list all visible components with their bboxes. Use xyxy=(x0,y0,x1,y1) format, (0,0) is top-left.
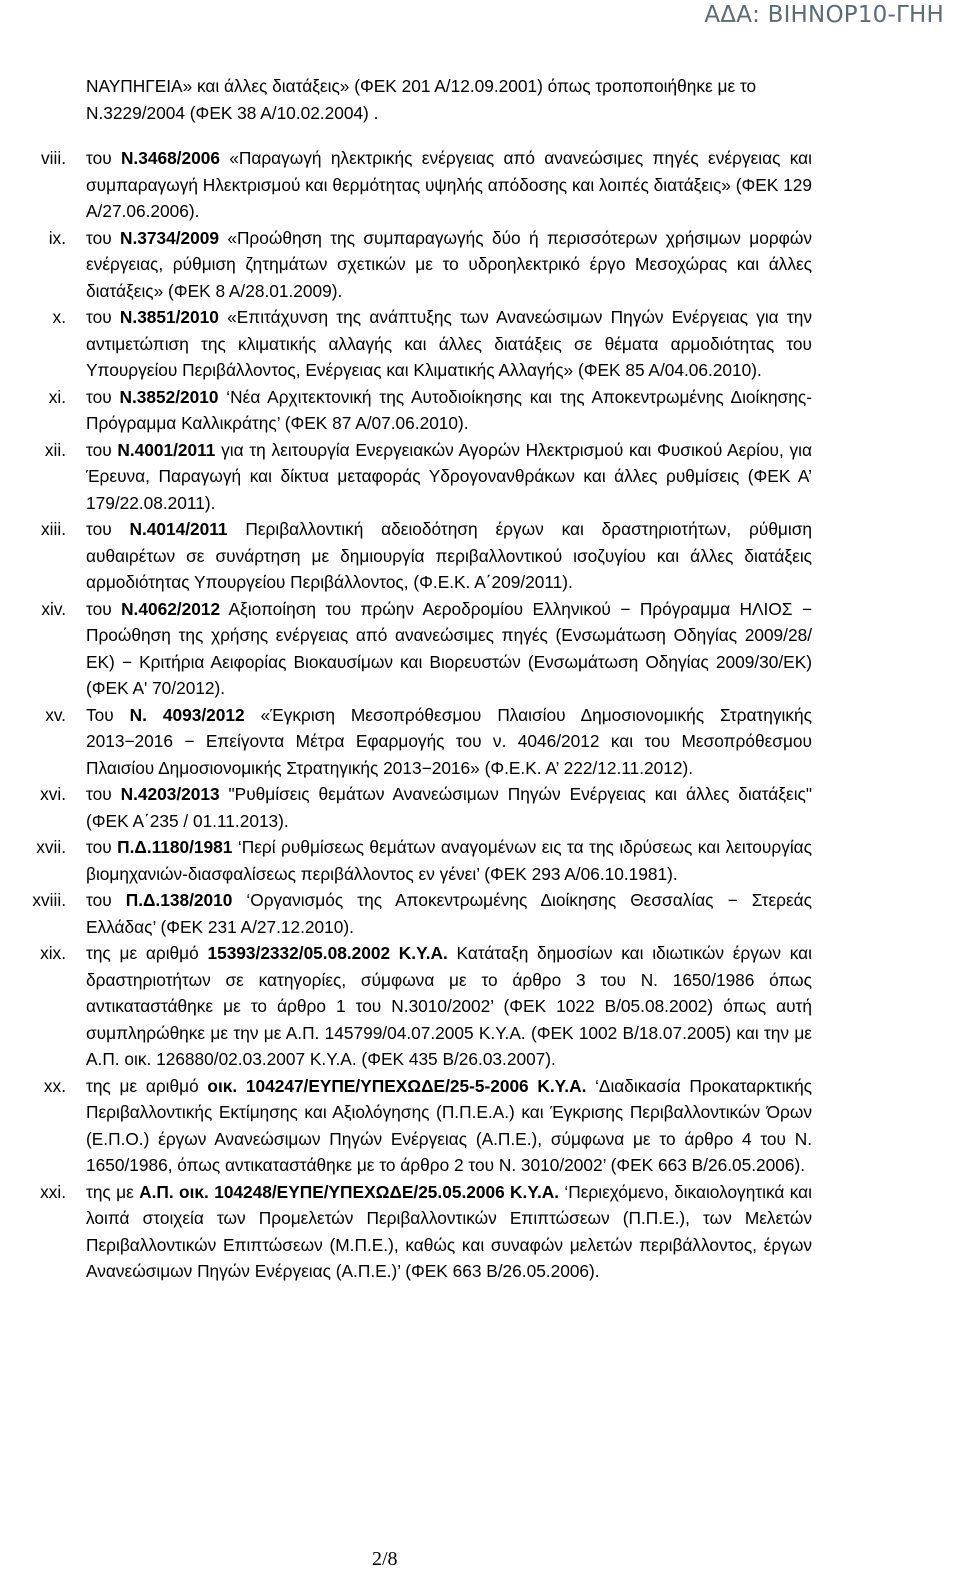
item-number: xxi. xyxy=(40,1181,66,1202)
item-description: ‘Περί ρυθμίσεως θεμάτων αναγομένων εις τα της ιδρύσεως και λειτουργίας βιομηχανιών-διασφαλίσεως περιβάλλοντος εν γένει’ (ΦΕΚ 293 Α/06.10.1981). xyxy=(86,837,812,884)
list-item xyxy=(0,1179,960,1285)
item-prefix: του xyxy=(86,784,121,804)
list-item xyxy=(0,516,960,596)
item-number: xvi. xyxy=(40,784,66,804)
item-number: x. xyxy=(52,307,66,327)
ada-code: ΑΔΑ: ΒΙΗΝΟΡ10-ΓΗΗ xyxy=(704,2,944,28)
list-item xyxy=(0,887,960,940)
item-description: Περιβαλλοντική αδειοδότηση έργων και δραστηριοτήτων, ρύθμιση αυθαιρέτων σε συνάρτηση με δημιουργία περιβαλλοντικού ισοζυγίου και άλλες διατάξεις αρμοδιότητας Υπουργείου Περιβάλλοντος, (Φ.Ε.Κ. Α΄209/2011). xyxy=(86,519,813,592)
item-prefix: της με xyxy=(86,1181,140,1202)
item-prefix: του xyxy=(86,519,130,539)
item-prefix: του xyxy=(86,227,120,248)
list-item xyxy=(0,225,960,305)
item-description: «Επιτάχυνση της ανάπτυξης των Ανανεώσιμων Πηγών Ενέργειας για την αντιμετώπιση της κλιματικής αλλαγής και άλλες διατάξεις σε θέματα αρμοδιότητας του Υπουργείου Περιβάλλοντος, Ενέργειας και Κλιματικής Αλλαγής» (ΦΕΚ 85 Α/04.06.2010). xyxy=(86,307,812,380)
item-reference: Π.Δ.138/2010 xyxy=(125,890,233,910)
item-reference: Ν.4203/2013 xyxy=(120,784,220,804)
page-number: 2/8 xyxy=(372,1548,398,1570)
list-item xyxy=(0,940,960,1073)
list-item xyxy=(0,437,960,517)
item-prefix: του xyxy=(86,890,126,910)
item-reference: οικ. 104247/ΕΥΠΕ/ΥΠΕΧΩΔΕ/25-5-2006 Κ.Υ.Α. xyxy=(207,1075,587,1096)
item-description: για τη λειτουργία Ενεργειακών Αγορών Ηλεκτρισμού και Φυσικού Αερίου, για Έρευνα, Παραγωγή και δίκτυα μεταφοράς Υδρογονανθράκων και άλλες ρυθμίσεις (ΦΕΚ Α’ 179/22.08.2011). xyxy=(86,439,812,513)
item-prefix: της με αριθμό xyxy=(86,943,208,963)
item-reference: 15393/2332/05.08.2002 Κ.Υ.Α. xyxy=(207,943,448,963)
item-number: xiv. xyxy=(41,598,66,619)
item-number: xv. xyxy=(45,704,66,725)
item-prefix: του xyxy=(86,386,120,407)
item-number: xvii. xyxy=(36,837,66,857)
item-reference: Ν.4014/2011 xyxy=(129,519,228,539)
item-prefix: του xyxy=(86,598,122,619)
item-number: xi. xyxy=(48,386,66,407)
list-item xyxy=(0,781,960,834)
item-reference: Ν.3851/2010 xyxy=(119,307,219,327)
item-reference: Π.Δ.1180/1981 xyxy=(117,837,233,857)
list-item xyxy=(0,596,960,702)
item-number: ix. xyxy=(48,227,66,248)
item-description: "Ρυθμίσεις θεμάτων Ανανεώσιμων Πηγών Ενέργειας και άλλες διατάξεις" (ΦΕΚ Α΄235 / 01.11.2013). xyxy=(86,784,812,831)
item-number: xviii. xyxy=(32,890,66,910)
item-description: «Προώθηση της συμπαραγωγής δύο ή περισσότερων χρήσιμων μορφών ενέργειας, ρύθμιση ζητημάτων σχετικών με το υδροηλεκτρικό έργο Μεσοχώρας και άλλες διατάξεις» (ΦΕΚ 8 Α/28.01.2009). xyxy=(86,227,812,301)
list-item xyxy=(0,145,960,225)
item-prefix: του xyxy=(86,307,120,327)
item-prefix: του xyxy=(86,837,118,857)
list-item xyxy=(0,1073,960,1179)
item-reference: Ν.3852/2010 xyxy=(119,386,219,407)
item-number: xii. xyxy=(44,439,66,460)
item-number: viii. xyxy=(41,148,66,168)
item-prefix: Του xyxy=(86,704,130,725)
item-reference: Ν.3468/2006 xyxy=(120,148,220,168)
item-reference: Ν.3734/2009 xyxy=(120,227,219,248)
item-description: ‘Περιεχόμενο, δικαιολογητικά και λοιπά στοιχεία των Προμελετών Περιβαλλοντικών Επιπτώσεων (Π.Π.Ε.), των Μελετών Περιβαλλοντικών Επιπτώσεων (Μ.Π.Ε.), καθώς και συναφών μελετών περιβάλλοντος, έργων Ανανεώσιμων Πηγών Ενέργειας (Α.Π.Ε.)’ (ΦΕΚ 663 Β/26.05.2006). xyxy=(86,1181,813,1281)
item-prefix: της με αριθμό xyxy=(86,1075,208,1096)
item-reference: Ν.4001/2011 xyxy=(117,439,216,460)
list-item xyxy=(0,304,960,384)
item-prefix: του xyxy=(86,439,118,460)
law-list xyxy=(0,145,960,1285)
item-number: xix. xyxy=(40,943,66,963)
intro-text: ΝΑΥΠΗΓΕΙΑ» και άλλες διατάξεις» (ΦΕΚ 201 Α/12.09.2001) όπως τροποποιήθηκε με το Ν.3229/2004 (ΦΕΚ 38 Α/10.02.2004) . xyxy=(86,76,757,123)
item-description: ‘Οργανισμός της Αποκεντρωμένης Διοίκησης Θεσσαλίας − Στερεάς Ελλάδας’ (ΦΕΚ 231 Α/27.12.2010). xyxy=(86,890,813,937)
list-item xyxy=(0,834,960,887)
item-description: «Έγκριση Μεσοπρόθεσμου Πλαισίου Δημοσιονομικής Στρατηγικής 2013−2016 − Επείγοντα Μέτρα Εφαρμογής του ν. 4046/2012 και του Μεσοπρόθεσμου Πλαισίου Δημοσιονομικής Στρατηγικής 2013−2016» (Φ.Ε.Κ. Α’ 222/12.11.2012). xyxy=(86,704,812,778)
item-description: «Παραγωγή ηλεκτρικής ενέργειας από ανανεώσιμες πηγές ενέργειας και συμπαραγωγή Ηλεκτρισμού και θερμότητας υψηλής απόδοσης και λοιπές διατάξεις» (ΦΕΚ 129 Α/27.06.2006). xyxy=(86,148,812,221)
list-item xyxy=(0,702,960,782)
item-description: ‘Νέα Αρχιτεκτονική της Αυτοδιοίκησης και της Αποκεντρωμένης Διοίκησης- Πρόγραμμα Καλλικράτης’ (ΦΕΚ 87 Α/07.06.2010). xyxy=(86,386,812,433)
item-number: xiii. xyxy=(41,519,66,539)
item-reference: Ν.4062/2012 xyxy=(121,598,221,619)
list-item xyxy=(0,384,960,437)
item-description: Κατάταξη δημοσίων και ιδιωτικών έργων και δραστηριοτήτων σε κατηγορίες, σύμφωνα με το άρθρο 3 του Ν. 1650/1986 όπως αντικαταστάθηκε με το άρθρο 1 του Ν.3010/2002’ (ΦΕΚ 1022 Β/05.08.2002) όπως αυτή συμπληρώθηκε με την με Α.Π. 145799/04.07.2005 Κ.Υ.Α. (ΦΕΚ 1002 Β/18.07.2005) και την με Α.Π. οικ. 126880/02.03.2007 Κ.Υ.Α. (ΦΕΚ 435 Β/26.03.2007). xyxy=(86,943,812,1069)
item-prefix: του xyxy=(86,148,121,168)
item-reference: Α.Π. οικ. 104248/ΕΥΠΕ/ΥΠΕΧΩΔΕ/25.05.2006 Κ.Υ.Α. xyxy=(139,1181,560,1202)
item-number: xx. xyxy=(43,1075,66,1096)
item-description: Αξιοποίηση του πρώην Αεροδρομίου Ελληνικού − Πρόγραμμα ΗΛΙΟΣ − Προώθηση της χρήσης ενέργειας από ανανεώσιμες πηγές (Ενσωμάτωση Οδηγίας 2009/28/ΕΚ) − Κριτήρια Αειφορίας Βιοκαυσίμων και Βιορευστών (Ενσωμάτωση Οδηγίας 2009/30/ΕΚ) (ΦΕΚ Α' 70/2012). xyxy=(86,598,812,698)
item-description: ‘Διαδικασία Προκαταρκτικής Περιβαλλοντικής Εκτίμησης και Αξιολόγησης (Π.Π.Ε.Α.) και Έγκρισης Περιβαλλοντικών Όρων (Ε.Π.Ο.) έργων Ανανεώσιμων Πηγών Ενέργειας (Α.Π.Ε.), σύμφωνα με το άρθρο 4 του Ν. 1650/1986, όπως αντικαταστάθηκε με το άρθρο 2 του Ν. 3010/2002’ (ΦΕΚ 663 Β/26.05.2006). xyxy=(86,1075,813,1175)
item-reference: Ν. 4093/2012 xyxy=(129,704,245,725)
